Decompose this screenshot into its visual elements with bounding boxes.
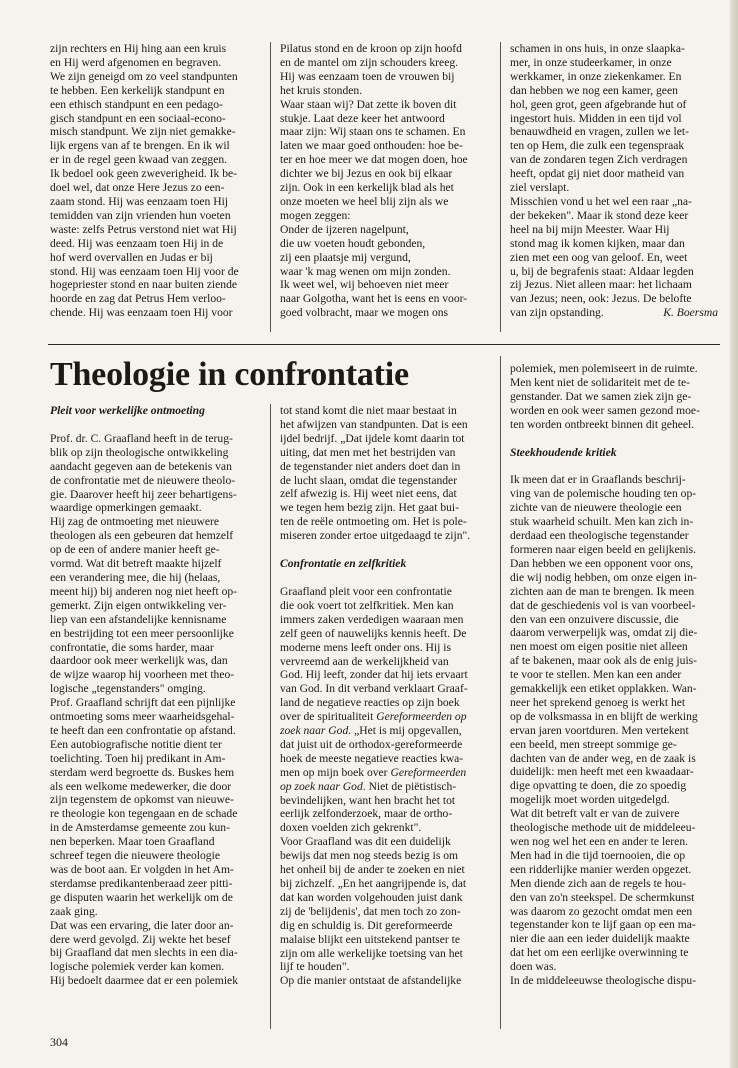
column-2-body-c: . Niet de piëtistisch- bevindelijken, want hen bracht het tot eerlijk zelfonderzoek, maar de ortho- doxen voelden zich gekrenkt". Voor Graafland was dit een duidelijk bewijs dat men nog steeds bezig is om het onheil bij de ander te zoeken en niet bij zichzelf. „En het aangrijpende is, dat dat kan worden volgehouden juist dank zij de 'belijdenis', dat men toch zo zon- dig en schuldig is. Dit gereformeerde malaise blijkt een uitstekend pantser te zijn om alle werkelijke toetsing van het lijf te houden". Op die manier ontstaat de afstandelijke [280,779,467,988]
section-divider [48,344,720,345]
subhead-pleit: Pleit voor werkelijke ontmoeting [50,404,205,417]
column-2-body-a: Graafland pleit voor een confrontatie die ook voert tot zelfkritiek. Men kan immers zaken verdedigen waaraan men zelf geen of nauwelijks kennis heeft. De moderne mens leeft onder ons. Hij is vervreemd aan de werkelijkheid van God. Hij leeft, zonder dat hij iets ervaart van God. In dit verband verklaart Graaf- land de negatieve reacties op zijn boek over de spiritualiteit [280,584,468,724]
article-column-rule-1 [270,404,271,1029]
book-title-1: Gereformeerden op zoek naar God [280,710,467,738]
article-column-2-body [280,585,490,988]
top-column-1 [50,42,260,320]
book-title-2: Gereformeerden op zoek naar God [280,765,467,793]
page-edge-shadow [730,0,738,1068]
column-2-body-b: . „Het is mij opgevallen, dat juist uit de orthodox-gereformeerde hoek de meeste negatieve reacties kwa- men op mijn boek over [280,724,464,779]
article-column-3-intro: polemiek, men polemiseert in de ruimte. Men kent niet de solidariteit met de te- genstander. Dat we samen ziek zijn ge- worden en ook weer samen gezond moe- ten worden ontbreekt binnen dit geheel. [510,362,700,431]
top-column-2 [280,42,490,320]
author-signature: K. Boersma [663,306,718,320]
subhead-confrontatie: Confrontatie en zelfkritiek [280,557,407,571]
top-column-1-text: zijn rechters en Hij hing aan een kruis en Hij werd afgenomen en begraven. We zijn geneigd om zo veel standpunten te hebben. Een kerkelijk standpunt en een ethisch standpunt en een pedago- gisch standpunt en een sociaal-econo- misch standpunt. We zijn niet gemakke- lijk ergens van af te brengen. En ik wil er in de regel geen kwaad van zeggen. Ik bedoel ook geen zweverigheid. Ik be- doel wel, dat onze Here Jezus zo een- zaam stond. Hij was eenzaam toen Hij temidden van zijn vrienden hun voeten waste: zelfs Petrus verstond niet wat Hij deed. Hij was eenzaam toen Hij in de hof werd overvallen en Judas er bij stond. Hij was eenzaam toen Hij voor de hogepriester stond en naar buiten ziende hoorde en zag dat Petrus Hem verloo- chende. Hij was eenzaam toen Hij voor [50,42,239,320]
article-column-1 [50,404,260,988]
article-column-1-text: Prof. dr. C. Graafland heeft in de terug- blik op zijn theologische ontwikkeling aandacht gegeven aan de betekenis van de confrontatie met de nieuwere theolo- gie. Daarover heeft hij zeer behartigens- waardige opmerkingen gemaakt. Hij zag de ontmoeting met nieuwere theologen als een gebeuren dat hemzelf op de een of andere manier heeft ge- vormd. Wat dit betreft maakte hijzelf een verandering mee, die hij (helaas, meent hij) bij anderen nog niet heeft op- gemerkt. Zijn eigen ontwikkeling ver- liep van een afstandelijke kennisname en bestrijding tot een meer persoonlijke confrontatie, die soms harder, maar daardoor ook meer werkelijk was, dan de wijze waarop hij voorheen met theo- logische „tegenstanders" omging. Prof. Graafland schrijft dat een pijnlijke ontmoeting soms meer waarheidsgehal- te heeft dan een confrontatie op afstand. Een autobiografische notitie dient ter toelichting. Toen hij predikant in Am- sterdam werd begroette ds. Buskes hem als een welkome medewerker, die door zijn tegenstem de opkomst van nieuwe- re theologie kon tegengaan en de schade in de Amsterdamse gemeente zou kun- nen beperken. Maar toen Graafland schreef tegen die nieuwere theologie was de boot aan. Er volgden in het Am- sterdamse predikantenberaad zeer pitti- ge disputen waarin het werkelijk om de zaak ging. Dat was een ervaring, die later door an- dere werd gevolgd. Zij wekte het besef bij Graafland dat men slechts in een dia- logische polemiek verder kan komen. Hij bedoelt daarmee dat er een polemiek [50,431,238,988]
article-column-3-body: Ik meen dat er in Graaflands beschrij- ving van de polemische houding ten op- zichte van de nieuwere theologie een stuk waarheid schuilt. Men kan zich in- derdaad een theologische tegenstander formeren naar eigen beeld en gelijkenis. Dan hebben we een opponent voor ons, die wij nodig hebben, om onze eigen in- zichten aan de man te brengen. Ik meen dat de geschiedenis vol is van voorbeel- den van een onzuivere discussie, die daarom verwerpelijk was, omdat zij die- nen moest om eigen positie niet alleen af te bakenen, maar ook als de enig juis- te voor te stellen. Men kan een ander gemakkelijk een etiket opplakken. Wan- neer het sprekend genoeg is werkt het op de volksmassa in en blijft de werking ervan jaren voortduren. Men vertekent een beeld, men streept sommige ge- dachten van de ander weg, en de zaak is duidelijk: men heeft met een kwaadaar- dige opvatting te doen, die zo spoedig mogelijk moet worden uitgedelgd. Wat dit betreft valt er van de zuivere theologische methode uit de middeleeu- wen nog wel het een en ander te leren. Men had in die tijd toernooien, die op een ridderlijke manier werden opgezet. Men diende zich aan de regels te hou- den van zo'n steekspel. De schermkunst was daarom zo gezocht omdat men een tegenstander kon te lijf gaan op een ma- nier die aan een ieder duidelijk maakte dat het om een eerlijke overwinning te doen was. In de middeleeuwse theologische dispu- [510,473,698,988]
top-column-rule-1 [270,42,271,332]
top-column-3-text: schamen in ons huis, in onze slaapka- mer, in onze studeerkamer, in onze werkkamer, in onze ziekenkamer. En dan hebben we nog een kamer, geen hol, geen grot, geen afgebrande hut of ingestort huis. Midden in een tijd vol benauwdheid en vragen, zullen we let- ten op Hem, die zulk een tegenspraak van de zondaren tegen Zich verdragen heeft, opdat gij niet door matheid van ziel verslapt. Misschien vond u het wel een raar „na- der bekeken". Maar ik stond deze keer heel na bij mijn Meester. Waar Hij stond mag ik komen kijken, maar dan zien met een oog van geloof. En, weet u, bij de begrafenis staat: Aldaar legden zij Jezus. Niet alleen maar: het lichaam van Jezus; neen, ook: Jezus. De belofte van zijn opstanding. [510,42,694,320]
article-column-2-intro: tot stand komt die niet maar bestaat in het afwijzen van standpunten. Dat is een ijdel bedrijf. „Dat ijdele komt daarin tot uiting, dat men met het bestrijden van de tegenstander niet anders doet dan in de lucht slaan, omdat die tegenstander zelf afwezig is. Hij weet niet eens, dat we tegen hem bezig zijn. Het gaat bui- ten de reële ontmoeting om. Het is pole- miseren zonder ertoe uitgedaagd te zijn". [280,404,471,543]
top-column-3 [510,42,718,320]
article-title: Theologie in confrontatie [50,356,409,393]
article-column-3 [510,362,718,988]
article-column-2 [280,404,490,988]
top-column-rule-2 [500,42,501,332]
top-column-2-text: Pilatus stond en de kroon op zijn hoofd en de mantel om zijn schouders kreeg. Hij was eenzaam toen de vrouwen bij het kruis stonden. Waar staan wij? Dat zette ik boven dit stukje. Laat deze keer het antwoord maar zijn: Wij staan ons te schamen. En laten we maar goed onthouden: hoe be- ter en hoe meer we dat mogen doen, hoe dichter we bij Jezus en ook bij elkaar zijn. Ook in een kerkelijk blad als het onze moeten we heel blij zijn als we mogen zeggen: Onder de ijzeren nagelpunt, die uw voeten houdt gebonden, zij een plaatsje mij vergund, waar 'k mag wenen om mijn zonden. Ik weet wel, wij behoeven niet meer naar Golgotha, want het is eens en voor- goed volbracht, maar we mogen ons [280,42,468,320]
article-column-rule-2 [500,356,501,1029]
subhead-steekhoudende: Steekhoudende kritiek [510,445,617,459]
page-number: 304 [50,1035,68,1049]
